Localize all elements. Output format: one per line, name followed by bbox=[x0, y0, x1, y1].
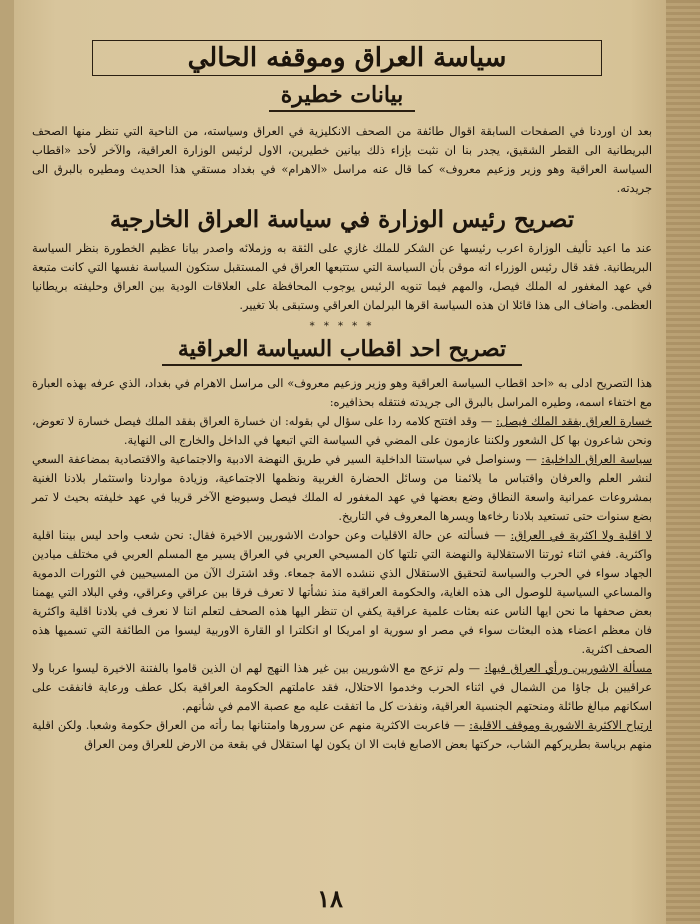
section1-title: تصريح رئيس الوزارة في سياسة العراق الخارجية bbox=[109, 206, 575, 233]
section2-paragraph-4 bbox=[32, 659, 652, 716]
intro-paragraph: بعد ان اوردنا في الصفحات السابقة اقوال طائفة من الصحف الانكليزية في العراق وسياسته، من الناحية التي تنظر منها الصحف البريطانية الى القطر الشقيق، يجدر بنا ان نثبت بإزاء ذلك بيانين خطيرين، الاول لرئيس الوزارة العراقية، والآخر لأحد «اقطاب السياسة العراقية وهو وزير وزعيم معروف» كما قال عنه مراسل «الاهرام» في بغداد مستقي هذا الحديث ومطيره بالبرق الى جريدته. bbox=[32, 124, 652, 195]
p4-heading: مسألة الاشوريين ورأي العراق فيها: bbox=[484, 661, 652, 675]
section2-title: تصريح احد اقطاب السياسة العراقية bbox=[162, 336, 522, 366]
p1-text: — وقد افتتح كلامه ردا على سؤال لي بقوله: ان خسارة العراق بفقد الملك فيصل خسارة لا تعوض، ونحن شاعرون بها كل الشعور ولكننا عازمون على المضي في السياسة التي اتبعها في الداخل والخارج الى النهاية. bbox=[32, 414, 652, 447]
section2-paragraph-1 bbox=[32, 412, 652, 450]
p4-text: — ولم تزعج مع الاشوريين بين غير هذا النهج لهم ان الذين قاموا بالفتنة الاخيرة ليسوا عربا ولا عراقيين بل جاؤا من الشمال في اثناء الحرب وخدموا الاحتلال، فقد عاملتهم الحكومة العراقية بكل عطف ورعاية فانفقت على اسكانهم مبالغ طائلة ومنحتهم الجنسية العراقية، ونفذت كل ما اتفقت عليه مع عصبة الامم في شأنهم. bbox=[32, 661, 652, 713]
main-title-box bbox=[92, 40, 602, 76]
p3-text: — فسألته عن حالة الاقليات وعن حوادث الاشوريين الاخيرة فقال: نحن شعب واحد ليس بيننا اقلية واكثرية. ففي اثناء ثورتنا الاستقلالية والنهضة التي تلتها كان المسيحي العربي في العراق يسير مع المسلم العربي في مختلف ميادين الجهاد سواء في الحرب والسياسة لتحقيق الاستقلال الذي ننشده الامة جمعاء. وقد اشترك الآن من المسيحيين في الثورات الدموية والمساعي السياسية للوصول الى هذه الغاية، والحكومة العراقية منذ نشأتها لا تعرف فرقا بين عراقي وعراقي، وفي البلاد التي يهمنا بعض صحفها ما نحن ايها الناس عنه بعثات علمية عراقية يكفي ان تنظر اليها هذه الصحف لتعلم اننا لا نعرف في بلادنا اقلية واكثرية فان معظم اعضاء هذه البعثات سواء في مصر او سورية او امريكا او انكلترا او القارة الاوربية ليسوا من الطائفة التي تسميها هذه الصحف اكثرية. bbox=[32, 528, 652, 656]
sub-title-wrap bbox=[22, 82, 662, 112]
article bbox=[22, 40, 662, 754]
separator-stars: * * * * * bbox=[309, 321, 375, 332]
section2-paragraph-5 bbox=[32, 716, 652, 754]
section1-paragraph: عند ما اعيد تأليف الوزارة اعرب رئيسها عن الشكر للملك غازي على الثقة به وزملائه واصدر بيانا عظيم الخطورة بنظر السياسة البريطانية. فقد قال رئيس الوزراء انه موقن بأن السياسة التي ستتبعها العراق في المستقبل ستكون السياسة نفسها التي كانت متبعة في عهد المغفور له الملك فيصل، والمهم فيما تنويه الرئيس يوجوب المحافظة على العلاقات الودية بين العراق وحليفته بريطانيا العظمى. واضاف الى هذا قائلا ان هذه السياسة اقرها البرلمان العراقي وستبقى بلا تغيير. bbox=[32, 241, 652, 312]
p2-text: — وسنواصل في سياستنا الداخلية السير في طريق النهضة الادبية والاجتماعية والاقتصادية بمضاعفة السعي لنشر العلم والعرفان واقتباس ما يلائمنا من وسائل الحضارة الغربية ونظمها الاجتماعية، وزيادة مواردنا واستثمار بلادنا الغنية بمشروعات عمرانية واسعة النطاق وضع بعضها في عهد المغفور له الملك فيصل وسيوضع الآخر قريبا في عهد خليفته بحيث لا تمر بضع سنوات حتى تستعيد بلادنا رخاءها ويسرها المعروف في التاريخ. bbox=[32, 452, 652, 523]
p1-heading: خسارة العراق بفقد الملك فيصل: bbox=[496, 414, 652, 428]
p5-heading: ارتياح الاكثرية الاشورية وموقف الاقلية: bbox=[469, 718, 653, 732]
page-left-edge bbox=[0, 0, 14, 924]
page-number: ١٨ bbox=[317, 884, 343, 913]
page-right-edge bbox=[666, 0, 700, 924]
section2-intro: هذا التصريح ادلى به «احد اقطاب السياسة العراقية وهو وزير وزعيم معروف» الى مراسل الاهرام في بغداد، الذي عرفه بهذه العبارة مع اختفاء اسمه، وطيره المراسل بالبرق الى جريدته فنتقله بحذافيره: bbox=[32, 376, 652, 409]
p5-text: — فاعربت الاكثرية منهم عن سرورها وامتنانها بما رأته من العراق حكومة وشعبا. ولكن اقلية منهم برياسة بطريركهم الشاب، حركتها بعض الاصابع فابت الا ان يكون لها استقلال في بقعة من الارض للعراق ومن العراق bbox=[32, 718, 652, 751]
section2-paragraph-3 bbox=[32, 526, 652, 659]
section2-paragraph-2 bbox=[32, 450, 652, 526]
p3-heading: لا اقلية ولا اكثرية في العراق: bbox=[510, 528, 652, 542]
p2-heading: سياسة العراق الداخلية: bbox=[541, 452, 652, 466]
section2-title-wrap bbox=[22, 336, 662, 366]
sub-title: بيانات خطيرة bbox=[269, 82, 416, 112]
main-title: سياسة العراق وموقفه الحالي bbox=[187, 43, 507, 73]
